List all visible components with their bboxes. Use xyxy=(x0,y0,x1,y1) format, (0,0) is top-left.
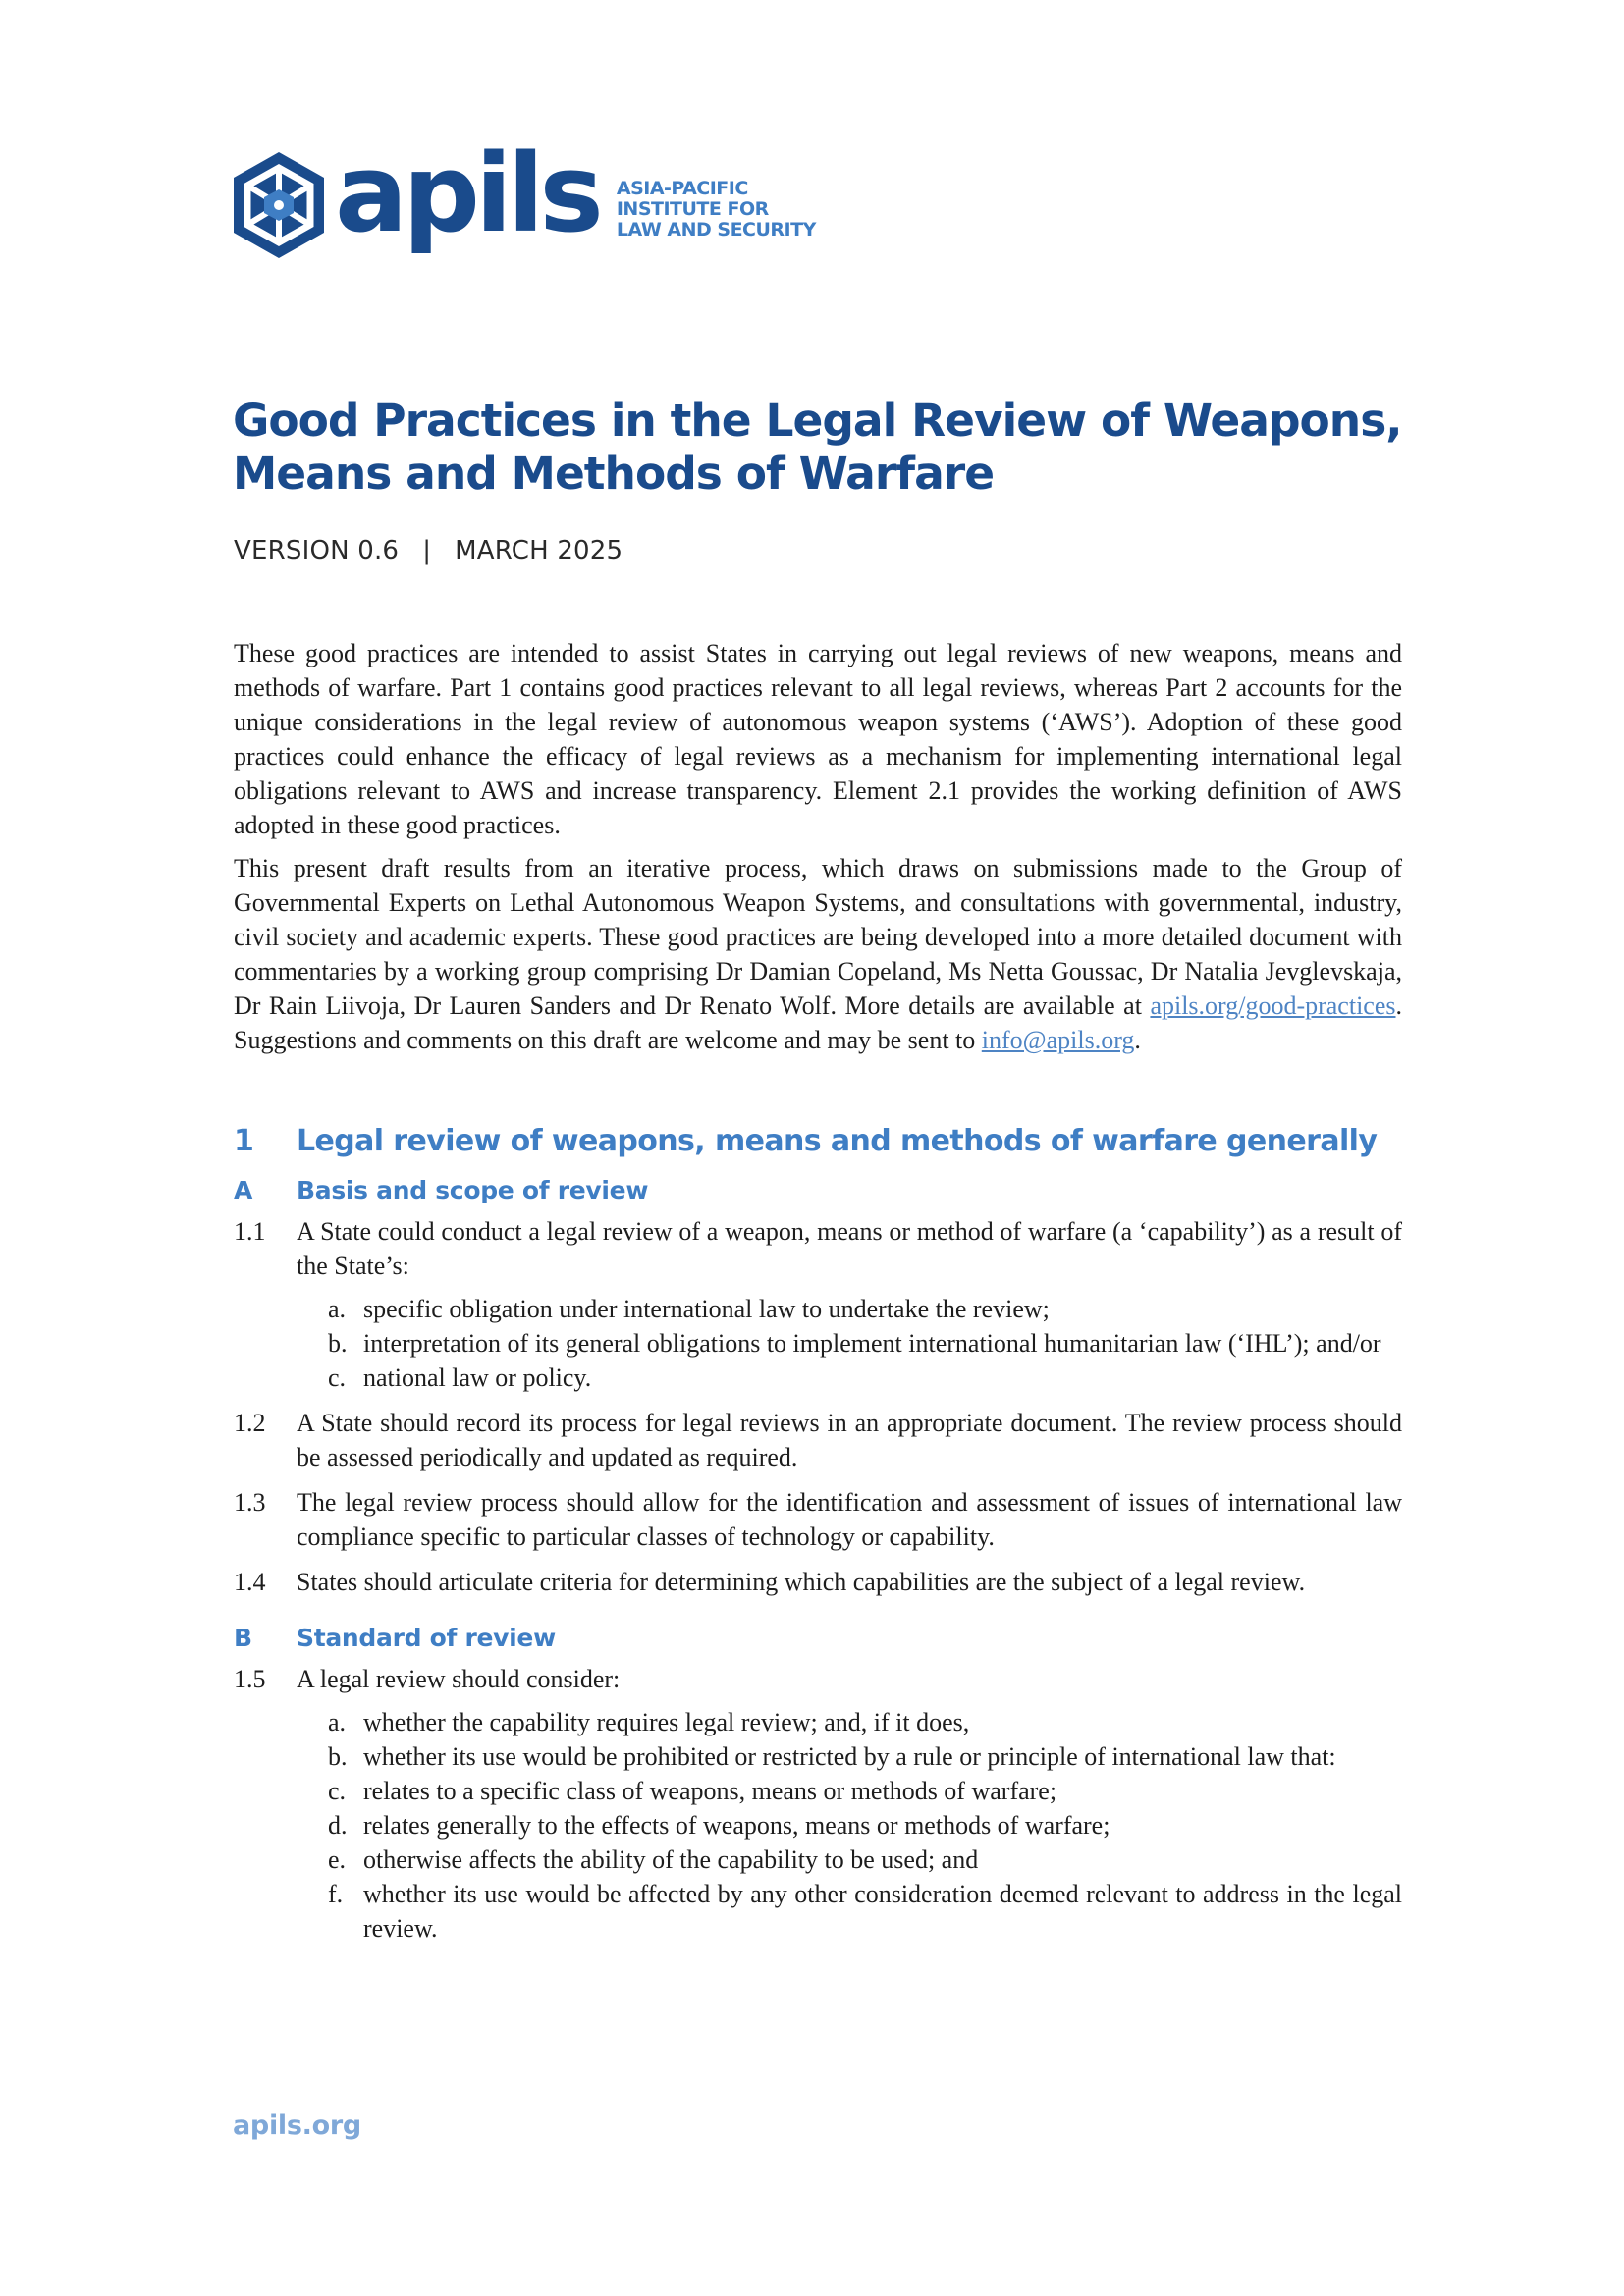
document-title xyxy=(233,395,1431,501)
list-text: relates generally to the effects of weapons, means or methods of warfare; xyxy=(363,1811,1110,1840)
list-marker: d. xyxy=(328,1811,348,1840)
list-text: relates to a specific class of weapons, means or methods of warfare; xyxy=(363,1777,1057,1805)
section-heading xyxy=(234,1122,1402,1161)
element-text: A legal review should consider: xyxy=(297,1665,621,1693)
list-text: otherwise affects the ability of the capability to be used; and xyxy=(363,1845,979,1874)
element-1-5 xyxy=(234,1662,1402,1946)
element-1-3 xyxy=(234,1485,1402,1554)
element-text: The legal review process should allow for the identification and assessment of issues of international law compliance specific to particular classes of technology or capability. xyxy=(297,1488,1402,1551)
element-1-2 xyxy=(234,1406,1402,1474)
list-item xyxy=(297,1361,1402,1395)
intro-text: . xyxy=(1134,1026,1141,1054)
intro-text: This present draft results from an iterative process, which draws on submissions made to the Group of Governmental Experts on Lethal Autonomous Weapon Systems, and consultations with governmental, industry, civil society and academic experts. These good practices are being developed into a more detailed document with commentaries by a working group comprising Dr Damian Copeland, Ms Netta Goussac, Dr Natalia Jevglevskaja, Dr Rain Liivoja, Dr Lauren Sanders and Dr Renato Wolf. More details are available at xyxy=(234,854,1402,1020)
logo-tagline xyxy=(617,179,816,240)
list-marker: f. xyxy=(328,1880,344,1908)
list-item xyxy=(297,1705,1402,1739)
version-separator: | xyxy=(422,536,432,565)
subsection-heading-b xyxy=(234,1621,1402,1656)
element-number: 1.3 xyxy=(234,1488,266,1517)
hexagon-logo-icon xyxy=(231,150,327,260)
intro-paragraph-2 xyxy=(234,851,1402,1057)
list-text: interpretation of its general obligations to implement international humanitarian law (‘IHL’); and/or xyxy=(363,1329,1381,1358)
list-marker: e. xyxy=(328,1845,347,1874)
version-label: VERSION 0.6 xyxy=(234,536,400,565)
title-line-2: Means and Methods of Warfare xyxy=(233,448,995,500)
element-number: 1.5 xyxy=(234,1665,266,1693)
section-number: 1 xyxy=(234,1124,254,1158)
subsection-letter: B xyxy=(234,1624,252,1652)
list-text: whether the capability requires legal review; and, if it does, xyxy=(363,1708,970,1736)
list-text: national law or policy. xyxy=(363,1363,592,1392)
logo-tagline-line: LAW AND SECURITY xyxy=(616,218,816,240)
list-item xyxy=(297,1292,1402,1326)
section-1 xyxy=(234,1122,1402,1956)
apils-logo xyxy=(231,131,816,260)
element-body xyxy=(297,1662,1402,1946)
good-practices-link[interactable]: apils.org/good-practices xyxy=(1150,991,1396,1020)
version-line xyxy=(234,536,623,565)
list-marker: a. xyxy=(328,1708,347,1736)
subsection-heading-a xyxy=(234,1173,1402,1208)
list-text: specific obligation under international law to undertake the review; xyxy=(363,1295,1050,1323)
list-item xyxy=(297,1808,1402,1842)
list-marker: c. xyxy=(328,1777,347,1805)
list-text: whether its use would be prohibited or restricted by a rule or principle of international law that: xyxy=(363,1742,1336,1771)
element-number: 1.4 xyxy=(234,1568,266,1596)
intro-text: . Suggestions and comments on this draft are welcome and may be sent to xyxy=(234,991,1402,1054)
logo-tagline-line: INSTITUTE FOR xyxy=(616,197,769,220)
list-item xyxy=(297,1842,1402,1877)
logo-tagline-line: ASIA-PACIFIC xyxy=(616,177,748,199)
version-date: MARCH 2025 xyxy=(455,536,623,565)
sub-list xyxy=(297,1292,1402,1395)
subsection-title: Standard of review xyxy=(297,1624,556,1652)
element-1-1 xyxy=(234,1214,1402,1395)
list-marker: a. xyxy=(328,1295,347,1323)
intro-section xyxy=(234,636,1402,1066)
list-marker: b. xyxy=(328,1742,348,1771)
subsection-title: Basis and scope of review xyxy=(297,1176,649,1204)
element-text: States should articulate criteria for determining which capabilities are the subject of a legal review. xyxy=(297,1568,1306,1596)
element-number: 1.2 xyxy=(234,1409,266,1437)
list-marker: c. xyxy=(328,1363,347,1392)
title-line-1: Good Practices in the Legal Review of Weapons, xyxy=(233,395,1402,447)
element-text: A State could conduct a legal review of a weapon, means or method of warfare (a ‘capability’) as a result of the State’s: xyxy=(297,1217,1402,1280)
intro-paragraph-1: These good practices are intended to assist States in carrying out legal reviews of new weapons, means and methods of warfare. Part 1 contains good practices relevant to all legal reviews, whereas Part 2 accounts for the unique considerations in the legal review of autonomous weapon systems (‘AWS’). Adoption of these good practices could enhance the efficacy of legal reviews as a mechanism for implementing international legal obligations relevant to AWS and increase transparency. Element 2.1 provides the working definition of AWS adopted in these good practices. xyxy=(234,639,1402,839)
email-link[interactable]: info@apils.org xyxy=(981,1026,1135,1054)
list-text: whether its use would be affected by any other consideration deemed relevant to address in the legal review. xyxy=(363,1880,1402,1943)
list-marker: b. xyxy=(328,1329,348,1358)
sub-list xyxy=(297,1705,1402,1946)
list-item xyxy=(297,1877,1402,1946)
element-text: A State should record its process for legal reviews in an appropriate document. The review process should be assessed periodically and updated as required. xyxy=(297,1409,1402,1471)
list-item xyxy=(297,1774,1402,1808)
element-number: 1.1 xyxy=(234,1217,266,1246)
subsection-letter: A xyxy=(234,1176,253,1204)
footer-url[interactable]: apils.org xyxy=(233,2110,361,2141)
list-item xyxy=(297,1326,1402,1361)
logo-wordmark: apils xyxy=(335,131,599,256)
section-title: Legal review of weapons, means and methods of warfare generally xyxy=(297,1124,1378,1158)
element-body xyxy=(297,1214,1402,1395)
element-1-4 xyxy=(234,1565,1402,1599)
list-item xyxy=(297,1739,1402,1774)
